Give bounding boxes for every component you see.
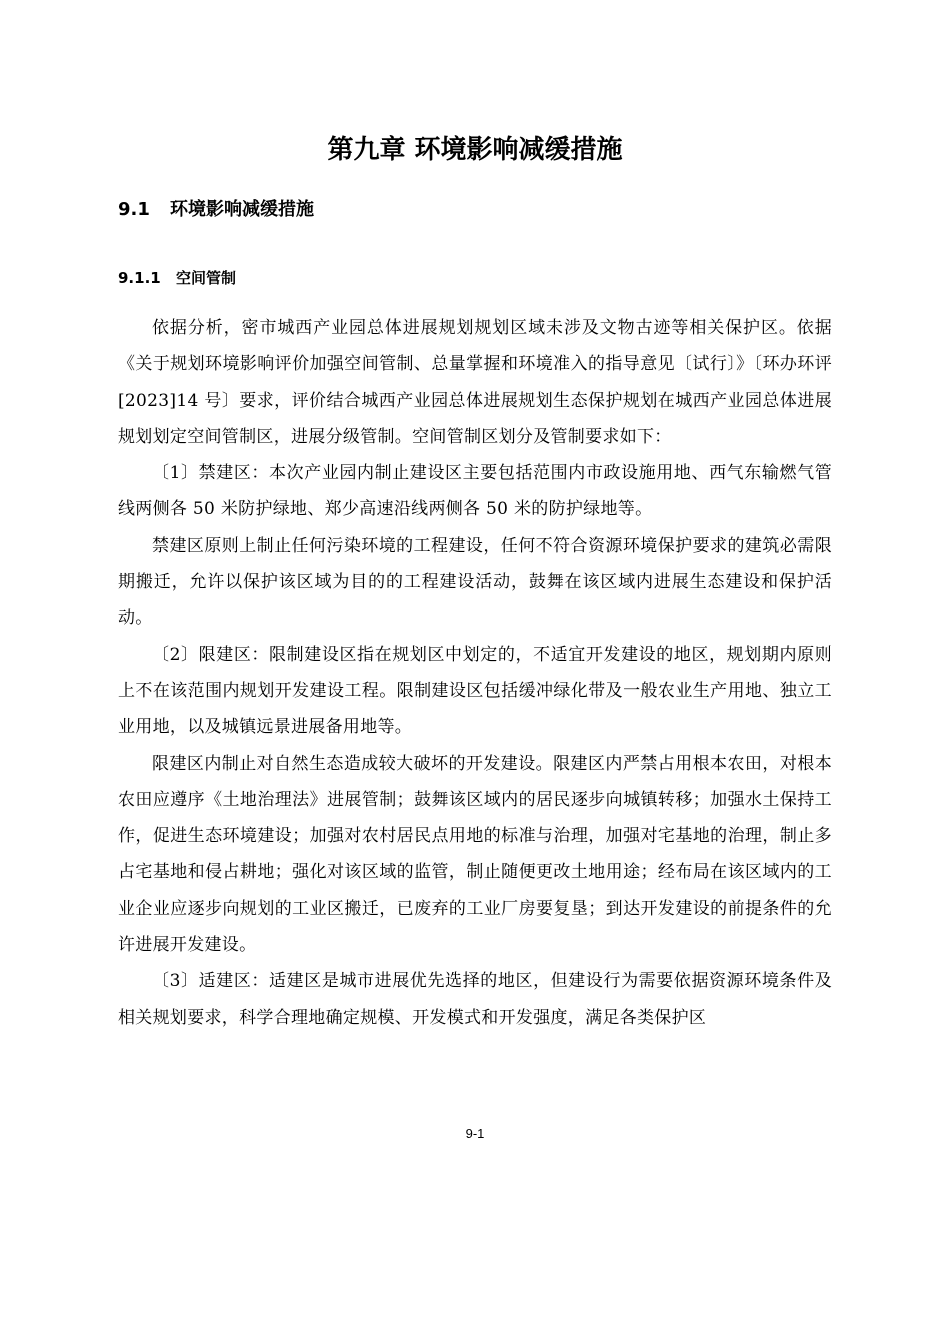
paragraph-restricted-zone: 〔2〕限建区：限制建设区指在规划区中划定的，不适宜开发建设的地区，规划期内原则上不在该范围内规划开发建设工程。限制建设区包括缓冲绿化带及一般农业生产用地、独立工业用地，以及城镇远景进展备用地等。 (118, 644, 832, 738)
chapter-title: 第九章 环境影响减缓措施 (327, 135, 623, 165)
paragraph-restricted-zone-rules: 限建区内制止对自然生态造成较大破坏的开发建设。限建区内严禁占用根本农田，对根本农田应遵序《土地治理法》进展管制；鼓舞该区域内的居民逐步向城镇转移；加强水土保持工作，促进生态环境建设；加强对农村居民点用地的标准与治理，加强对宅基地的治理，制止多占宅基地和侵占耕地；强化对该区域的监管，制止随便更改土地用途；经布局在该区域内的工业企业应逐步向规划的工业区搬迁，已废弃的工业厂房要复垦；到达开发建设的前提条件的允许进展开发建设。 (118, 753, 832, 956)
paragraph-suitable-zone: 〔3〕适建区：适建区是城市进展优先选择的地区，但建设行为需要依据资源环境条件及相关规划要求，科学合理地确定规模、开发模式和开发强度，满足各类保护区 (118, 971, 832, 1028)
paragraph-intro: 依据分析，密市城西产业园总体进展规划规划区域未涉及文物古迹等相关保护区。依据《关于规划环境影响评价加强空间管制、总量掌握和环境准入的指导意见〔试行〕》〔环办环评[2023]14 号〕要求，评价结合城西产业园总体进展规划生态保护规划在城西产业园总体进展规划划定空间管制区，进展分级管制。空间管制区划分及管制要求如下： (118, 318, 832, 447)
subsection-heading (118, 263, 236, 293)
paragraph-forbidden-zone-rules: 禁建区原则上制止任何污染环境的工程建设，任何不符合资源环境保护要求的建筑必需限期搬迁，允许以保护该区域为目的的工程建设活动，鼓舞在该区域内进展生态建设和保护活动。 (118, 535, 832, 629)
subsection-title: 空间管制 (176, 269, 237, 287)
page-number: 9-1 (465, 1126, 485, 1141)
body-text (118, 310, 832, 1036)
paragraph-forbidden-zone: 〔1〕禁建区：本次产业园内制止建设区主要包括范围内市政设施用地、西气东输燃气管线两侧各 50 米防护绿地、郑少高速沿线两侧各 50 米的防护绿地等。 (118, 463, 832, 520)
section-title: 环境影响减缓措施 (170, 199, 314, 220)
section-number: 9.1 (118, 199, 150, 220)
subsection-number: 9.1.1 (118, 269, 161, 287)
section-heading (118, 194, 314, 226)
